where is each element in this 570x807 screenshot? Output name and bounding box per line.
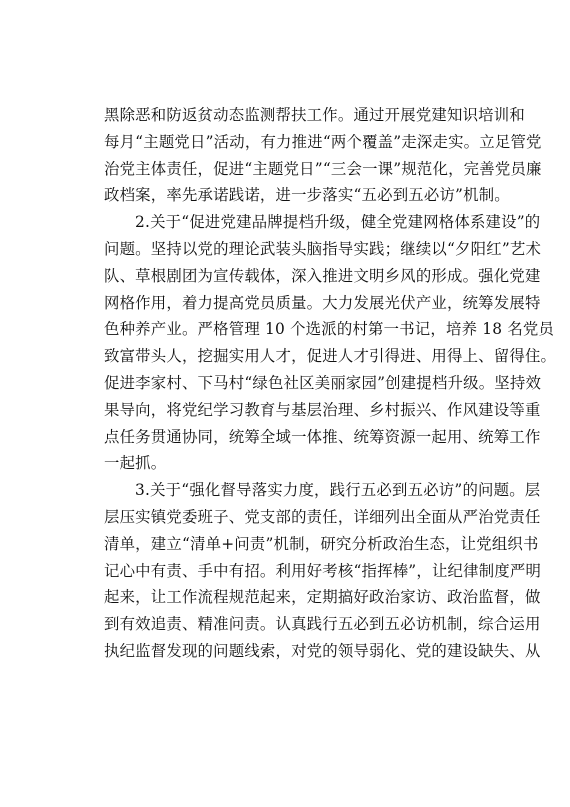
text-line: 黑除恶和防返贫动态监测帮扶工作。通过开展党建知识培训和 — [104, 106, 525, 124]
document-body — [104, 102, 557, 665]
text-line: 色种养产业。严格管理 10 个选派的村第一书记，培养 18 名党员 — [104, 320, 555, 339]
text-line: 政档案，率先承诺践诺，进一步落实“五必到五必访”机制。 — [104, 186, 510, 205]
text-line: 起来，让工作流程规范起来，定期搞好政治家访、政治监督，做 — [104, 588, 541, 607]
text-line: 问题。坚持以党的理论武装头脑指导实践；继续以“夕阳红”艺术 — [104, 239, 542, 258]
text-line: 网格作用，着力提高党员质量。大力发展光伏产业，统筹发展特 — [104, 293, 541, 312]
text-line: 果导向，将党纪学习教育与基层治理、乡村振兴、作风建设等重 — [104, 400, 541, 419]
text-line: 治党主体责任，促进“主题党日”“三会一课”规范化，完善党员廉 — [104, 159, 542, 178]
text-line: 每月“主题党日”活动，有力推进“两个覆盖”走深走实。立足管党 — [104, 132, 542, 151]
text-line: 执纪监督发现的问题线索，对党的领导弱化、党的建设缺失、从 — [104, 641, 541, 660]
text-line: 队、草根剧团为宣传载体，深入推进文明乡风的形成。强化党建 — [104, 266, 541, 285]
text-line: 3.关于“强化督导落实力度，践行五必到五必访”的问题。层 — [135, 481, 541, 500]
text-line: 层压实镇党委班子、党支部的责任，详细列出全面从严治党责任 — [104, 507, 541, 526]
text-line: 2.关于“促进党建品牌提档升级，健全党建网格体系建设”的 — [135, 213, 541, 232]
text-line: 一起抓。 — [104, 454, 167, 473]
text-line: 清单，建立“清单+问责”机制，研究分析政治生态，让党组织书 — [104, 534, 539, 553]
text-line: 点任务贯通协同，统筹全域一体推、统筹资源一起用、统筹工作 — [104, 427, 541, 446]
text-line: 促进李家村、下马村“绿色社区美丽家园”创建提档升级。坚持效 — [104, 373, 542, 392]
text-line: 记心中有责、手中有招。利用好考核“指挥棒”，让纪律制度严明 — [104, 561, 542, 580]
text-line: 到有效追责、精准问责。认真践行五必到五必访机制，综合运用 — [104, 615, 541, 634]
text-line: 致富带头人，挖掘实用人才，促进人才引得进、用得上、留得住。 — [104, 347, 557, 366]
